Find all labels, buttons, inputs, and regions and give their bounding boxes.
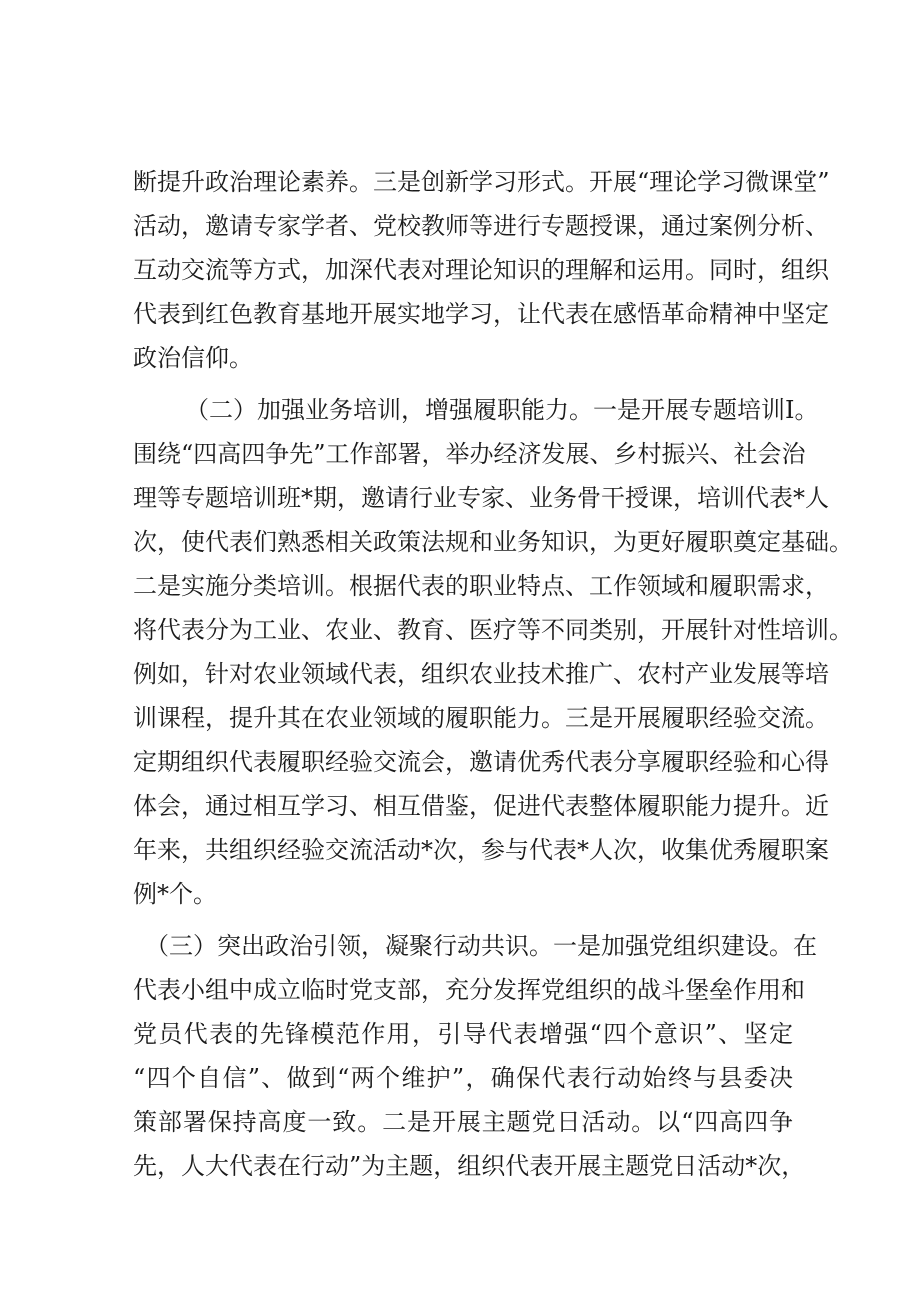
- paragraph-2-line-1: （二）加强业务培训，增强履职能力。一是开展专题培训I。: [185, 396, 819, 424]
- paragraph-2-line-8: 训课程，提升其在农业领域的履职能力。三是开展履职经验交流。: [133, 704, 829, 732]
- paragraph-3-line-5: 策部署保持高度一致。二是开展主题党日活动。以“四高四争: [133, 1108, 793, 1136]
- paragraph-2-line-2: 围绕“四高四争先”工作部署，举办经济发展、乡村振兴、社会治: [133, 440, 806, 468]
- paragraph-3-line-6: 先，人大代表在行动”为主题，组织代表开展主题党日活动*次，: [133, 1152, 806, 1180]
- paragraph-1-line-2: 活动，邀请专家学者、党校教师等进行专题授课，通过案例分析、: [133, 212, 829, 240]
- paragraph-2-line-10: 体会，通过相互学习、相互借鉴，促进代表整体履职能力提升。近: [133, 792, 829, 820]
- paragraph-1-line-4: 代表到红色教育基地开展实地学习，让代表在感悟革命精神中坚定: [133, 300, 829, 328]
- paragraph-1-line-1: 断提升政治理论素养。三是创新学习形式。开展“理论学习微课堂”: [133, 168, 830, 196]
- paragraph-2-line-6: 将代表分为工业、农业、教育、医疗等不同类别，开展针对性培训。: [133, 616, 853, 644]
- paragraph-3-line-2: 代表小组中成立临时党支部，充分发挥党组织的战斗堡垒作用和: [133, 976, 805, 1004]
- paragraph-2-line-4: 次，使代表们熟悉相关政策法规和业务知识，为更好履职奠定基础。: [133, 528, 853, 556]
- paragraph-3-line-3: 党员代表的先锋模范作用，引导代表增强“四个意识”、坚定: [133, 1020, 793, 1048]
- paragraph-1-line-5: 政治信仰。: [133, 344, 253, 372]
- paragraph-2-line-7: 例如，针对农业领域代表，组织农业技术推广、农村产业发展等培: [133, 660, 829, 688]
- paragraph-2-line-3: 理等专题培训班*期，邀请行业专家、业务骨干授课，培训代表*人: [133, 484, 829, 512]
- paragraph-3-line-4: “四个自信”、做到“两个维护”，确保代表行动始终与县委决: [133, 1064, 793, 1092]
- paragraph-2-line-9: 定期组织代表履职经验交流会，邀请优秀代表分享履职经验和心得: [133, 748, 829, 776]
- paragraph-1-line-3: 互动交流等方式，加深代表对理论知识的理解和运用。同时，组织: [133, 256, 829, 284]
- paragraph-3-line-1: （三）突出政治引领，凝聚行动共识。一是加强党组织建设。在: [145, 932, 817, 960]
- paragraph-2-line-5: 二是实施分类培训。根据代表的职业特点、工作领域和履职需求，: [133, 572, 829, 600]
- paragraph-2-line-12: 例*个。: [133, 880, 217, 908]
- paragraph-2-line-11: 年来，共组织经验交流活动*次，参与代表*人次，收集优秀履职案: [133, 836, 829, 864]
